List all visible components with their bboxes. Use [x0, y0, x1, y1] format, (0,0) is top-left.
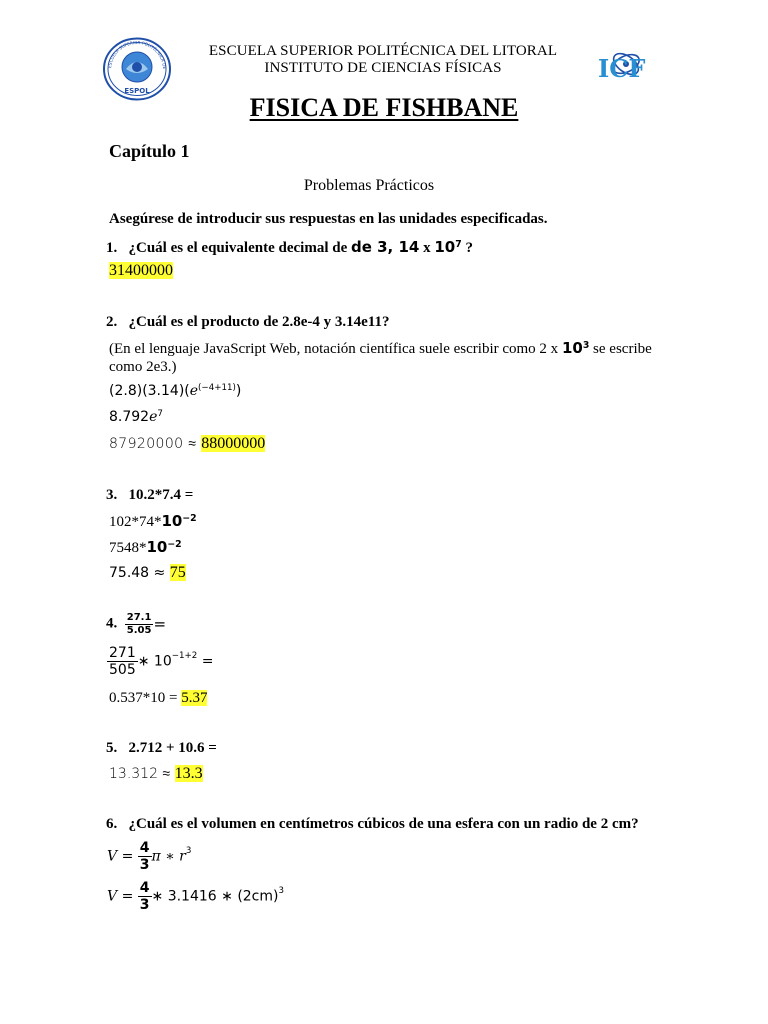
question-text: ¿Cuál es el volumen en centímetros cúbicos de una esfera con un radio de 2 cm? [128, 816, 639, 832]
problem-3-step-2 [109, 538, 182, 558]
problem-2-note [109, 339, 669, 376]
instruction-text: Asegúrese de introducir sus respuestas en las unidades especificadas. [109, 211, 548, 227]
institute-name: INSTITUTO DE CIENCIAS FÍSICAS [264, 60, 502, 76]
step-text: 7548* [109, 540, 147, 556]
fraction-denominator: 505 [109, 662, 136, 679]
math-e: e [149, 409, 158, 425]
problem-number: 2. [106, 314, 118, 330]
note-math-exp: 3 [582, 339, 590, 351]
fraction [138, 840, 152, 873]
math-base: 10 [434, 238, 456, 256]
fraction-numerator: 27.1 [126, 612, 152, 623]
equals-sign: = [117, 888, 138, 905]
math-exponent: 7 [157, 409, 163, 420]
math-exponent: −2 [167, 538, 182, 550]
problem-1-question [106, 237, 473, 258]
equals-sign: = [153, 615, 167, 633]
equals-sign: = [117, 848, 138, 865]
problem-3-step-1 [109, 512, 197, 532]
math-exponent: (−4+11) [198, 383, 236, 394]
problem-4-answer: 5.37 [181, 690, 208, 706]
math-e: e [189, 383, 199, 399]
icf-logo [596, 42, 660, 88]
problem-4-step-2 [109, 689, 207, 708]
problem-2-step-2 [109, 407, 163, 427]
fraction-denominator: 3 [139, 897, 150, 914]
header-block [180, 43, 586, 77]
problem-6-formula-1 [107, 840, 191, 873]
problem-5-question [106, 739, 217, 758]
step-text-close: ) [235, 383, 242, 399]
fraction-denominator: 3 [139, 857, 150, 874]
problem-2-question [106, 313, 389, 332]
step-text: (2.8)(3.14)( [109, 383, 190, 399]
note-text: (En el lenguaje JavaScript Web, notación científica suele escribir como 2 x [109, 341, 562, 357]
equals-sign: = [197, 653, 214, 670]
fraction [138, 880, 152, 913]
problem-5-answer: 13.3 [174, 765, 203, 782]
step-text: 102*74* [109, 514, 162, 530]
note-math-base: 10 [561, 339, 583, 357]
math-variable: V [107, 848, 118, 865]
problem-number: 4. [106, 615, 118, 632]
step-text: 0.537*10 = [109, 690, 182, 706]
note-text-b: se escribe [589, 341, 652, 357]
step-text: 87920000 ≈ [109, 436, 202, 452]
problem-number: 5. [106, 740, 118, 756]
problem-4-question [106, 612, 166, 636]
math-exponent: −1+2 [171, 650, 198, 661]
math-variable: V [107, 888, 118, 905]
problem-number: 6. [106, 816, 118, 832]
formula-text: ∗ 3.1416 ∗ (2cm) [151, 888, 279, 905]
problem-number: 3. [106, 487, 118, 503]
logo-left-arc-text: ESCUELA SUPERIOR POLITÉCNICA DE [107, 39, 168, 70]
school-name: ESCUELA SUPERIOR POLITÉCNICA DEL LITORAL [208, 43, 558, 59]
problem-3-answer: 75 [169, 564, 186, 581]
math-base: 10 [146, 538, 168, 556]
question-text: 2.712 + 10.6 = [128, 740, 217, 756]
problem-3-question [106, 486, 193, 505]
math-exponent: −2 [182, 512, 197, 524]
problem-6-question [106, 815, 639, 834]
question-text: ¿Cuál es el producto de 2.8e-4 y 3.14e11? [128, 314, 390, 330]
question-text: ¿Cuál es el equivalente decimal de [128, 240, 351, 256]
fraction-denominator: 5.05 [126, 624, 152, 636]
math-exponent: 7 [455, 238, 462, 250]
problem-4-step-1 [107, 645, 214, 678]
problem-5-step-1 [109, 764, 203, 784]
logo-right-text: ICF [598, 54, 646, 83]
problem-2-step-1 [109, 381, 241, 401]
fraction [107, 645, 138, 678]
step-text: 8.792 [109, 409, 150, 425]
formula-text: π ∗ r [151, 848, 186, 865]
problem-number: 1. [106, 240, 118, 256]
step-text: 13.312 ≈ [109, 766, 175, 782]
problem-2-answer: 88000000 [201, 435, 266, 452]
document-title: FISICA DE FISHBANE [249, 93, 519, 122]
problem-2-step-3 [109, 434, 265, 454]
math-expression: de 3, 14 [350, 238, 420, 256]
math-exponent: 3 [278, 885, 285, 896]
problem-3-step-3 [109, 563, 186, 583]
fraction [125, 612, 154, 636]
fraction-numerator: 271 [109, 645, 136, 661]
note-text-c: como 2e3.) [109, 359, 177, 375]
chapter-heading: Capítulo 1 [109, 141, 190, 161]
step-text: 75.48 ≈ [109, 565, 170, 581]
fraction-numerator: 4 [139, 880, 150, 896]
math-times: x [419, 240, 435, 256]
section-heading: Problemas Prácticos [303, 177, 435, 194]
math-base: 10 [161, 512, 183, 530]
problem-6-formula-2 [107, 880, 284, 913]
question-tail: ? [461, 240, 473, 256]
fraction-numerator: 4 [139, 840, 150, 856]
problem-1-answer: 31400000 [109, 262, 173, 279]
step-text: ∗ 10 [137, 653, 172, 670]
question-text: 10.2*7.4 = [128, 487, 194, 503]
math-exponent: 3 [185, 845, 192, 856]
logo-left-bottom-text: ESPOL [124, 87, 150, 95]
